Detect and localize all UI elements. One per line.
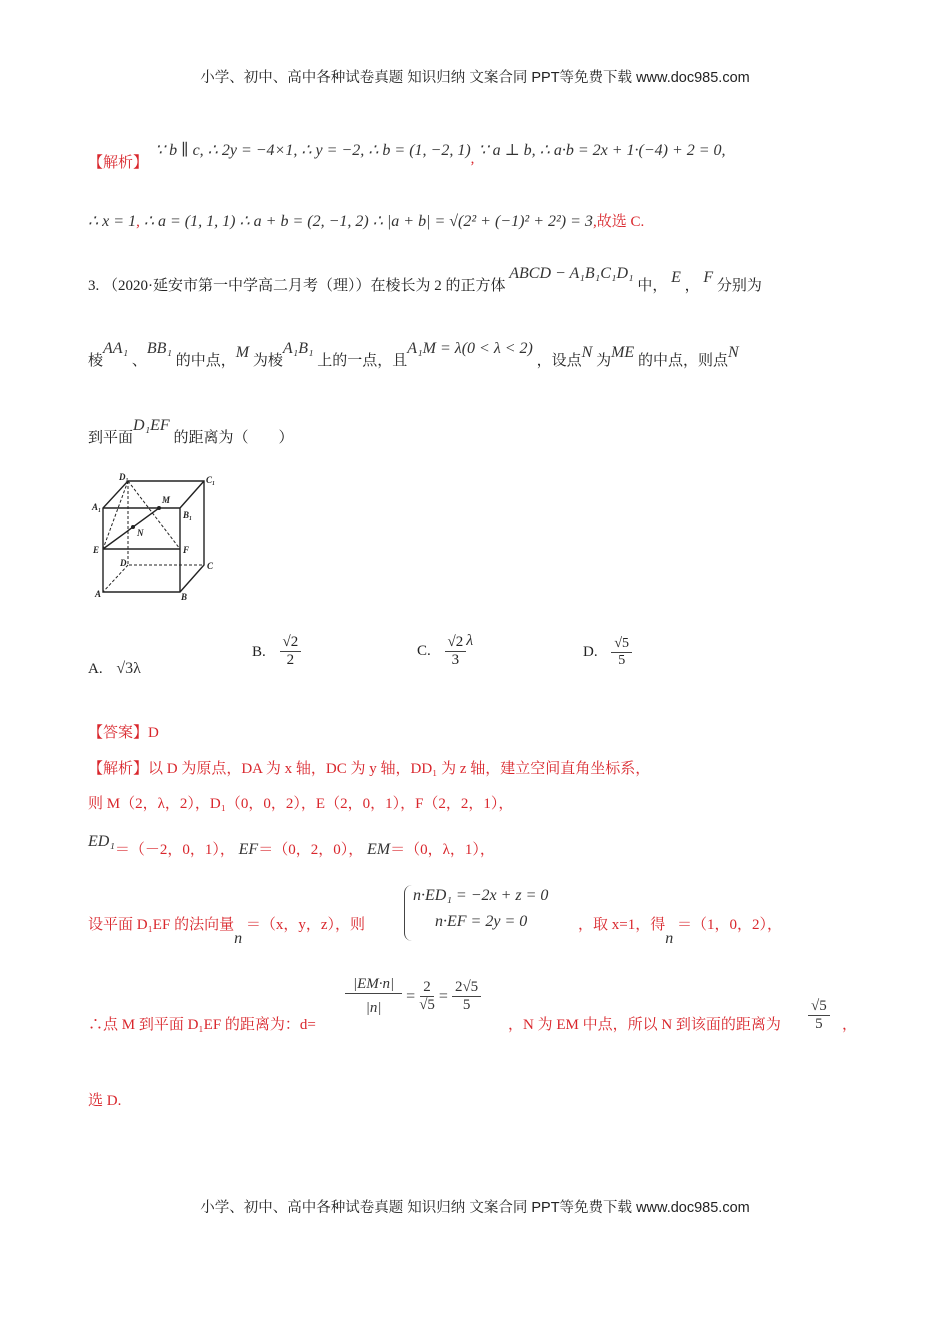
text: 、: [131, 353, 147, 369]
text: ＝（1，0，2），: [676, 917, 782, 933]
numerator: √5: [808, 998, 830, 1016]
denominator: 2: [286, 652, 295, 668]
denominator: √5: [419, 997, 435, 1013]
distance-formula: [345, 976, 481, 1017]
denominator: 5: [815, 1016, 823, 1032]
math: E: [671, 269, 681, 286]
page-footer: 小学、初中、高中各种试卷真题 知识归纳 文案合同 PPT等免费下载 www.doc985.com: [200, 1200, 750, 1216]
numerator: √2: [445, 634, 467, 652]
option-letter: B.: [252, 643, 266, 660]
cube-figure: [0, 0, 950, 620]
math: N: [581, 344, 593, 361]
denominator: |n|: [365, 1000, 382, 1016]
text: ，: [684, 278, 700, 294]
page-header: 小学、初中、高中各种试卷真题 知识归纳 文案合同 PPT等免费下载 www.doc985.com: [200, 70, 750, 86]
text: 分别为: [716, 278, 762, 294]
text: ，N 为 EM 中点，所以 N 到该面的距离为: [508, 1017, 781, 1033]
math: ∴ x = 1: [88, 213, 137, 230]
text: ＝（0，2，0），: [258, 842, 364, 858]
label-D: D: [120, 558, 127, 568]
solution-step-4: [88, 913, 365, 947]
comma: ,: [470, 151, 475, 167]
solution-label: 【解析】: [88, 155, 149, 171]
label-E: E: [93, 545, 100, 555]
option-b[interactable]: [252, 634, 301, 669]
solution-step-1: 【解析】以 D 为原点，DA 为 x 轴，DC 为 y 轴，DD₁ 为 z 轴，建立空间直角坐标系，: [88, 761, 651, 777]
option-letter: D.: [583, 643, 598, 660]
solution-step-4b: [578, 913, 782, 947]
math: N: [727, 344, 739, 361]
solution-step-5b: [508, 1013, 781, 1034]
denominator: 5: [618, 653, 626, 668]
solution-step-5: [88, 1013, 316, 1034]
equals: =: [406, 987, 416, 1005]
text: 棱: [88, 353, 104, 369]
numerator: |EM·n|: [345, 976, 402, 994]
equation: n·EF = 2y = 0: [435, 913, 528, 930]
solution-step-6: 选 D.: [88, 1093, 122, 1109]
option-d[interactable]: [583, 636, 632, 669]
text: 的距离为（ ）: [173, 430, 294, 446]
math: A₁B₁: [282, 340, 314, 357]
denominator: 5: [462, 997, 471, 1013]
label-F: F: [183, 545, 190, 555]
math: F: [703, 269, 714, 286]
text: 为: [596, 353, 612, 369]
conclusion: ,故选 C.: [592, 214, 645, 230]
math: D₁EF: [133, 417, 170, 434]
math: A₁M = λ(0 < λ < 2): [407, 340, 533, 357]
math: EF: [238, 841, 259, 858]
comma: ，: [842, 1017, 858, 1033]
numerator: √2: [280, 634, 302, 652]
text: 设平面 D₁EF 的法向量: [88, 917, 235, 933]
solution-step-2: 则 M（2，λ，2），D₁（0，0，2），E（2，0，1），F（2，2，1），: [88, 796, 514, 812]
text: ＝（x，y，z），则: [245, 917, 365, 933]
text: 到平面: [88, 430, 134, 446]
numerator: √5: [611, 636, 632, 653]
numerator: 2: [420, 979, 434, 997]
text: 的中点，则点: [637, 353, 728, 369]
math: ME: [611, 344, 635, 361]
math: ∵ b ∥ c, ∴ 2y = −4×1, ∴ y = −2, ∴ b = (1, −2, 1): [155, 142, 471, 159]
math: n: [234, 930, 243, 947]
text: ，取 x=1，得: [578, 917, 666, 933]
equals: =: [438, 987, 448, 1005]
denominator: 3: [451, 652, 460, 668]
option-c[interactable]: [417, 631, 474, 669]
lambda: λ: [466, 631, 474, 649]
label-A: A: [95, 589, 102, 599]
math: ED₁: [88, 833, 115, 850]
label-C: C: [207, 561, 214, 571]
text: ＝（－2，0，1），: [114, 842, 235, 858]
math: AA₁: [103, 340, 129, 357]
numerator: 2√5: [452, 979, 481, 997]
text: 中，: [637, 278, 668, 294]
solution-step-3: [88, 833, 495, 859]
math: ∴ a = (1, 1, 1) ∴ a + b = (2, −1, 2) ∴ |a + b| = √(2² + (−1)² + 2²) = 3: [143, 213, 593, 230]
label-M: M: [162, 495, 171, 505]
text: 的中点，: [175, 353, 236, 369]
text: 3. （2020·延安市第一中学高二月考（理））在棱长为 2 的正方体: [88, 278, 506, 294]
label-B: B: [181, 592, 188, 602]
text: 为棱: [252, 353, 283, 369]
label-B1: B₁: [183, 510, 193, 520]
option-a[interactable]: [88, 660, 141, 678]
label-D1: D₁: [119, 472, 129, 482]
math: ∵ a ⊥ b, ∴ a·b = 2x + 1·(−4) + 2 = 0,: [478, 142, 726, 159]
answer-label: 【答案】D: [88, 725, 159, 741]
option-value: √3λ: [116, 660, 141, 677]
math: M: [235, 344, 250, 361]
text: ∴点 M 到平面 D₁EF 的距离为：d=: [88, 1017, 316, 1033]
label-C1: C₁: [206, 475, 216, 485]
option-letter: A.: [88, 661, 103, 677]
text: ，设点: [536, 353, 582, 369]
label-N: N: [137, 528, 144, 538]
option-letter: C.: [417, 642, 431, 659]
final-fraction: [808, 998, 830, 1033]
math: n: [665, 930, 674, 947]
math: BB₁: [146, 340, 172, 357]
equation: n·ED₁ = −2x + z = 0: [413, 887, 549, 904]
math: EM: [366, 841, 391, 858]
text: ＝（0，λ，1），: [390, 842, 495, 858]
text: 上的一点，且: [317, 353, 408, 369]
equation-system: [404, 885, 548, 941]
comma: ,: [136, 214, 140, 230]
label-A1: A₁: [92, 502, 102, 512]
math: ABCD − A₁B₁C₁D₁: [509, 265, 634, 282]
